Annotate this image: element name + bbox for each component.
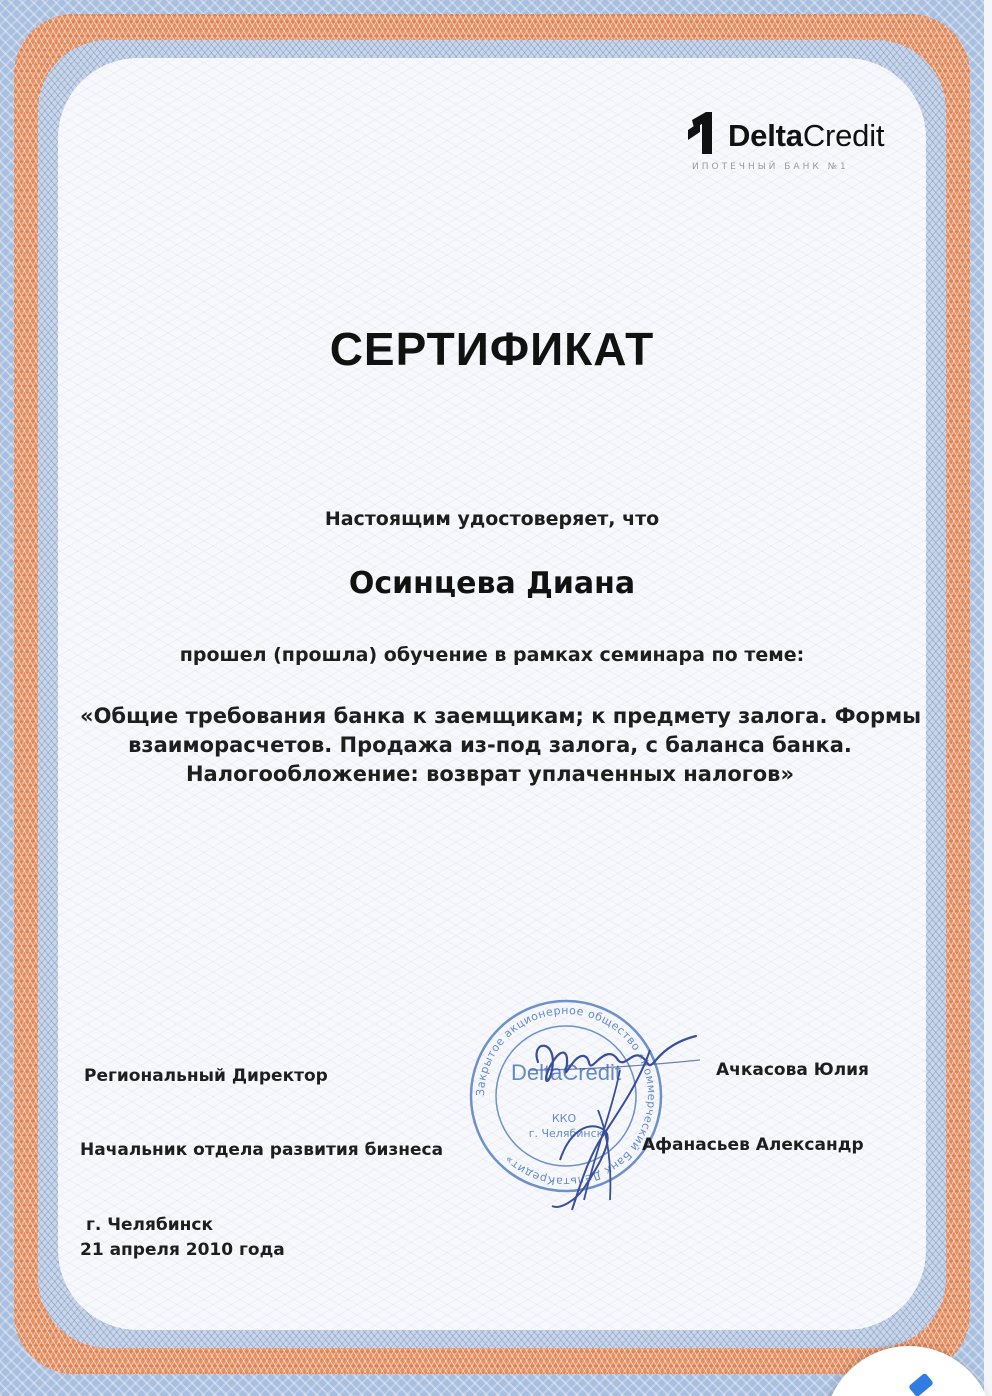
- deltacredit-logo-icon: [686, 110, 722, 158]
- seminar-topic-line: взаиморасчетов. Продажа из-под залога, с баланса банка.: [128, 733, 852, 757]
- city: г. Челябинск: [86, 1215, 214, 1235]
- completed-text: прошел (прошла) обучение в рамках семинара по теме:: [179, 644, 805, 666]
- signatory-position: Региональный Директор: [84, 1066, 328, 1086]
- seminar-topic-line: «Общие требования банка к заемщикам; к предмету залога. Формы: [80, 704, 922, 728]
- logo-brand-regular: Credit: [802, 118, 885, 153]
- stamp-line-1: ККО: [551, 1112, 577, 1125]
- handwritten-signature: [500, 1010, 720, 1220]
- logo-subtitle: ИПОТЕЧНЫЙ БАНК №1: [692, 162, 849, 172]
- certificate-title: СЕРТИФИКАТ: [329, 323, 655, 375]
- seminar-topic: [80, 702, 922, 789]
- certifies-text: Настоящим удостоверяет, что: [324, 508, 660, 530]
- issue-date: 21 апреля 2010 года: [80, 1240, 285, 1260]
- logo-brand-bold: Delta: [728, 118, 803, 153]
- signatory-name: Афанасьев Александр: [642, 1135, 864, 1155]
- deltacredit-logo: [686, 108, 936, 178]
- stamp-ring-text: Закрытое акционерное общество «Коммерческий Банк ДельтаКредит»: [473, 1003, 659, 1189]
- stamp-line-2: г. Челябинск: [528, 1127, 604, 1140]
- signatory-position: Начальник отдела развития бизнеса: [80, 1140, 444, 1160]
- logo-wordmark: [728, 118, 884, 154]
- signatory-name: Ачкасова Юлия: [716, 1060, 869, 1080]
- seminar-topic-line: Налогообложение: возврат уплаченных налогов»: [185, 762, 795, 786]
- recipient-name: Осинцева Диана: [348, 566, 636, 601]
- pencil-icon: [908, 1373, 934, 1396]
- stamp-brand: DeltaCredit: [510, 1060, 622, 1085]
